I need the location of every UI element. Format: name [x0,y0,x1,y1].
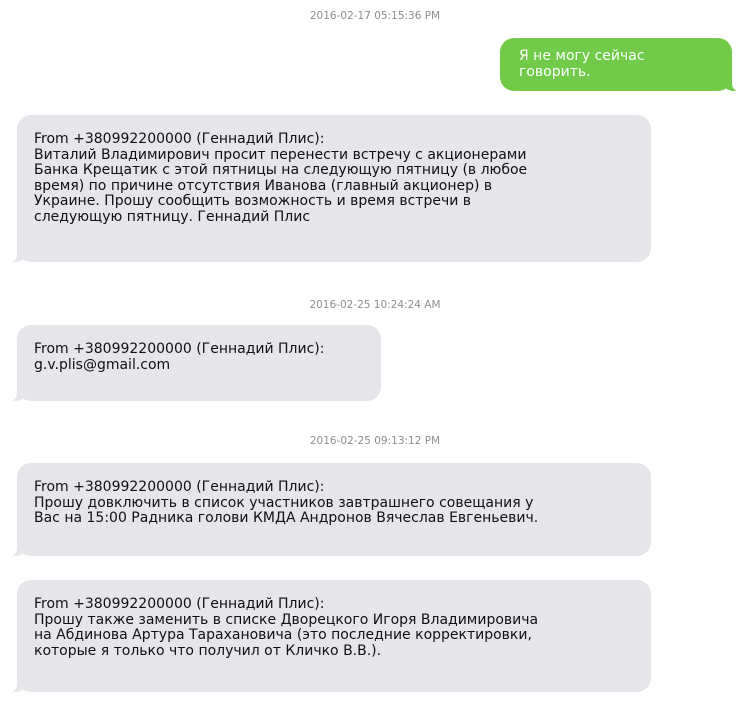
message-text: g.v.plis@gmail.com [34,356,171,373]
message-sender: From +380992200000 (Геннадий Плис): [34,596,325,612]
timestamp: 2016-02-17 05:15:36 PM [309,10,441,22]
message-sender: From +380992200000 (Геннадий Плис): [34,341,325,357]
message-text: Я не могу сейчас говорить. [519,48,645,80]
message-text: Прошу довключить в список участников завтрашнего совещания у Вас на 15:00 Радника голови КМДА Андронов Вячеслав Евгеньевич. [34,494,539,526]
incoming-message-bubble[interactable] [17,580,651,692]
outgoing-message-bubble[interactable] [500,38,732,91]
message-text: Виталий Владимирович просит перенести встречу с акционерами Банка Крещатик с этой пятницы на следующую пятницу (в любое время) по причине отсутствия Иванова (главный акционер) в Украине. Прошу сообщить возможность и время встречи в следующую пятницу. Геннадий Плис [34,146,528,225]
timestamp: 2016-02-25 09:13:12 PM [309,435,441,447]
message-text: Прошу также заменить в списке Дворецкого Игоря Владимировича на Абдинова Артура Тарахановича (это последние корректировки, которые я только что получил от Кличко В.В.). [34,611,539,659]
message-sender: From +380992200000 (Геннадий Плис): [34,479,325,495]
timestamp: 2016-02-25 10:24:24 AM [309,299,441,311]
incoming-message-bubble[interactable] [17,115,651,262]
incoming-message-bubble[interactable] [17,463,651,556]
message-sender: From +380992200000 (Геннадий Плис): [34,131,325,147]
incoming-message-bubble[interactable] [17,325,381,401]
